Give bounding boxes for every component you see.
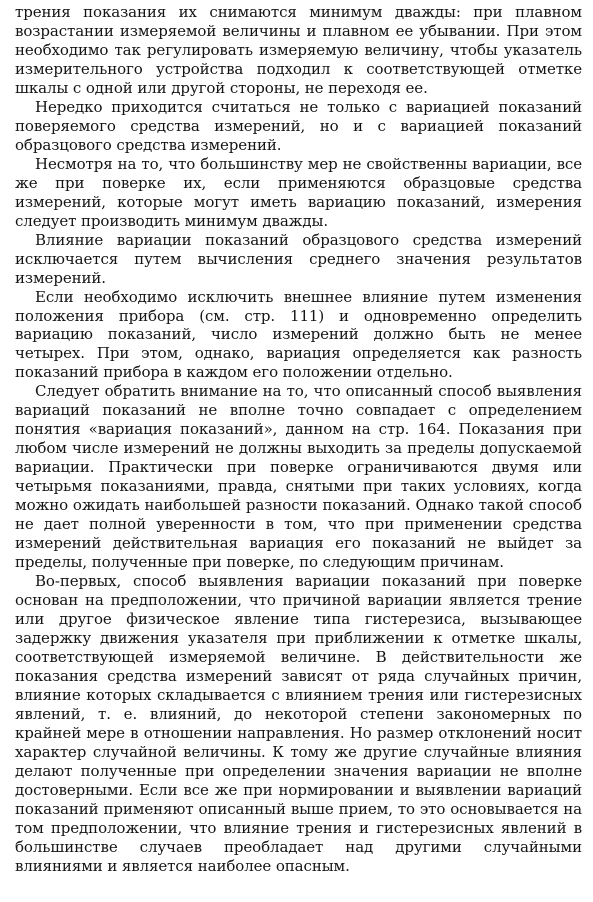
paragraph-7: Во-первых, способ выявления вариации показаний при поверке основан на предположении, что причиной вариации является трение или другое физическое явление типа гистерезиса, вызывающее задержку движения указателя при приближении к отметке шкалы, соответствующей измеряемой величине. В действительности же показания средства измерений зависят от ряда случайных причин, влияние которых складывается с влиянием трения или гистерезисных явлений, т. е. влияний, до некоторой степени закономерных по крайней мере в отношении направления. Но размер отклонений носит характер случайной величины. К тому же другие случайные влияния делают полученные при определении значения вариации не вполне достоверными. Если все же при нормировании и выявлении вариаций показаний применяют описанный выше прием, то это основывается на том предположении, что влияние трения и гистерезисных явлений в большинстве случаев преобладает над другими случайными влияниями и является наиболее опасным. <box>15 572 582 875</box>
paragraph-1: трения показания их снимаются минимум дважды: при плавном возрастании измеряемой величины и плавном ее убывании. При этом необходимо так регулировать измеряемую величину, чтобы указатель измерительного устройства подходил к соответствующей отметке шкалы с одной или другой стороны, не переходя ее. <box>15 3 582 97</box>
paragraph-2: Нередко приходится считаться не только с вариацией показаний поверяемого средства измерений, но и с вариацией показаний образцового средства измерений. <box>15 97 582 154</box>
paragraph-5: Если необходимо исключить внешнее влияние путем изменения положения прибора (см. стр. 111) и одновременно определить вариацию показаний, число измерений должно быть не менее четырех. При этом, однако, вариация определяется как разность показаний прибора в каждом его положении отдельно. <box>15 287 582 382</box>
document-page <box>15 3 582 876</box>
paragraph-6: Следует обратить внимание на то, что описанный способ выявления вариаций показаний не вполне точно совпадает с определением понятия «вариация показаний», данном на стр. 164. Показания при любом числе измерений не должны выходить за пределы допускаемой вариации. Практически при поверке ограничиваются двумя или четырьмя показаниями, правда, снятыми при таких условиях, когда можно ожидать наибольшей разности показаний. Однако такой способ не дает полной уверенности в том, что при применении средства измерений действительная вариация его показаний не выйдет за пределы, полученные при поверке, по следующим причинам. <box>15 382 582 572</box>
paragraph-4: Влияние вариации показаний образцового средства измерений исключается путем вычисления среднего значения результатов измерений. <box>15 230 582 287</box>
paragraph-3: Несмотря на то, что большинству мер не свойственны вариации, все же при поверке их, если применяются образцовые средства измерений, которые могут иметь вариацию показаний, измерения следует производить минимум дважды. <box>15 154 582 230</box>
